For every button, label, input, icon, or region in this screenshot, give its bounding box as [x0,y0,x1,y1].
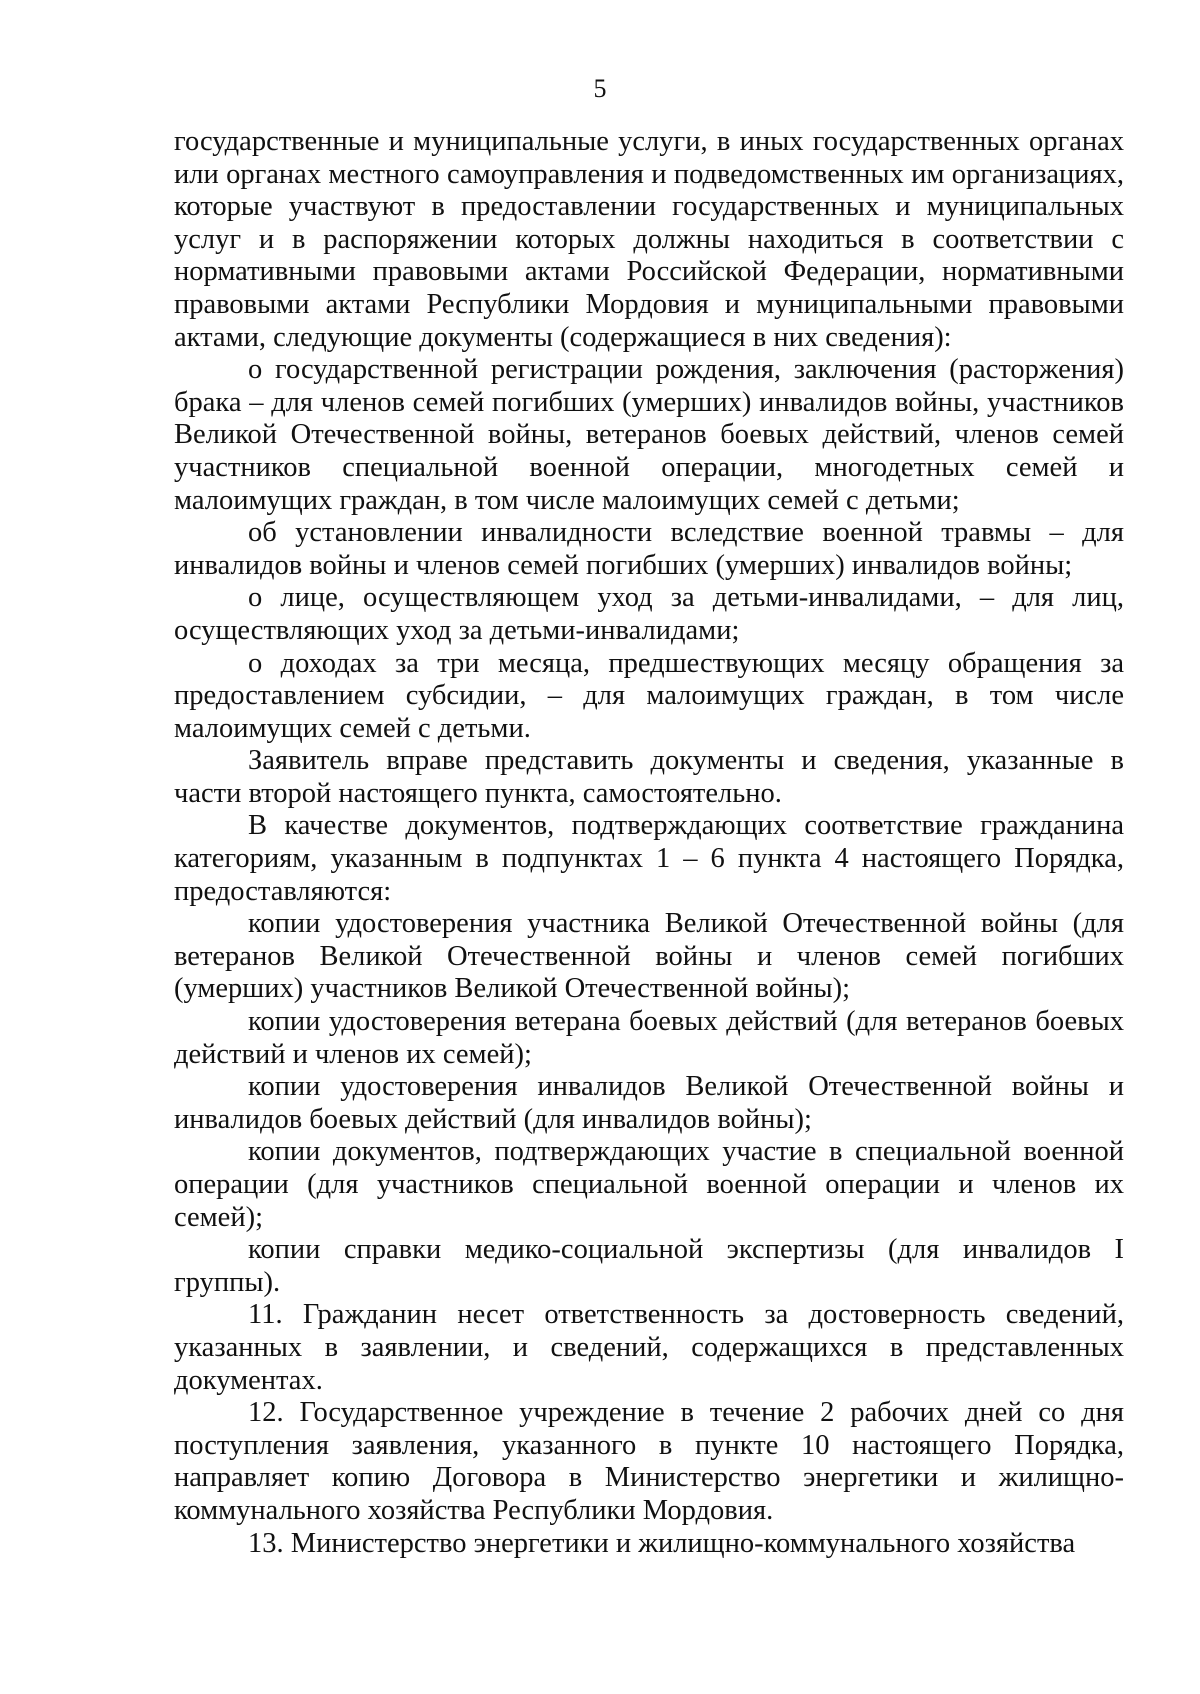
paragraph-3: об установлении инвалидности вследствие военной травмы – для инвалидов войны и членов семей погибших (умерших) инвалидов войны; [174,517,1124,581]
document-body [174,126,1124,1560]
paragraph-2: о государственной регистрации рождения, заключения (расторжения) брака – для членов семей погибших (умерших) инвалидов войны, участников Великой Отечественной войны, ветеранов боевых действий, членов семей участников специальной военной операции, многодетных семей и малоимущих граждан, в том числе малоимущих семей с детьми; [174,354,1124,516]
paragraph-1: государственные и муниципальные услуги, в иных государственных органах или органах местного самоуправления и подведомственных им организациях, которые участвуют в предоставлении государственных и муниципальных услуг и в распоряжении которых должны находиться в соответствии с нормативными правовыми актами Российской Федерации, нормативными правовыми актами Республики Мордовия и муниципальными правовыми актами, следующие документы (содержащиеся в них сведения): [174,126,1124,353]
paragraph-11: копии документов, подтверждающих участие в специальной военной операции (для участников специальной военной операции и членов их семей); [174,1136,1124,1233]
paragraph-15: 13. Министерство энергетики и жилищно-коммунального хозяйства [248,1527,1076,1559]
page-number: 5 [593,74,607,103]
paragraph-5: о доходах за три месяца, предшествующих месяцу обращения за предоставлением субсидии, – для малоимущих граждан, в том числе малоимущих семей с детьми. [174,647,1124,744]
paragraph-9: копии удостоверения ветерана боевых действий (для ветеранов боевых действий и членов их семей); [174,1006,1124,1070]
paragraph-10: копии удостоверения инвалидов Великой Отечественной войны и инвалидов боевых действий (для инвалидов войны); [174,1071,1124,1135]
paragraph-7: В качестве документов, подтверждающих соответствие гражданина категориям, указанным в подпунктах 1 – 6 пункта 4 настоящего Порядка, предоставляются: [174,810,1124,907]
paragraph-13: 11. Гражданин несет ответственность за достоверность сведений, указанных в заявлении, и сведений, содержащихся в представленных документах. [174,1299,1124,1396]
paragraph-8: копии удостоверения участника Великой Отечественной войны (для ветеранов Великой Отечественной войны и членов семей погибших (умерших) участников Великой Отечественной войны); [174,908,1124,1005]
paragraph-14: 12. Государственное учреждение в течение 2 рабочих дней со дня поступления заявления, указанного в пункте 10 настоящего Порядка, направляет копию Договора в Министерство энергетики и жилищно-коммунального хозяйства Республики Мордовия. [174,1397,1124,1526]
paragraph-12: копии справки медико-социальной экспертизы (для инвалидов I группы). [174,1234,1124,1298]
paragraph-6: Заявитель вправе представить документы и сведения, указанные в части второй настоящего пункта, самостоятельно. [174,745,1124,809]
paragraph-4: о лице, осуществляющем уход за детьми-инвалидами, – для лиц, осуществляющих уход за детьми-инвалидами; [174,582,1124,646]
